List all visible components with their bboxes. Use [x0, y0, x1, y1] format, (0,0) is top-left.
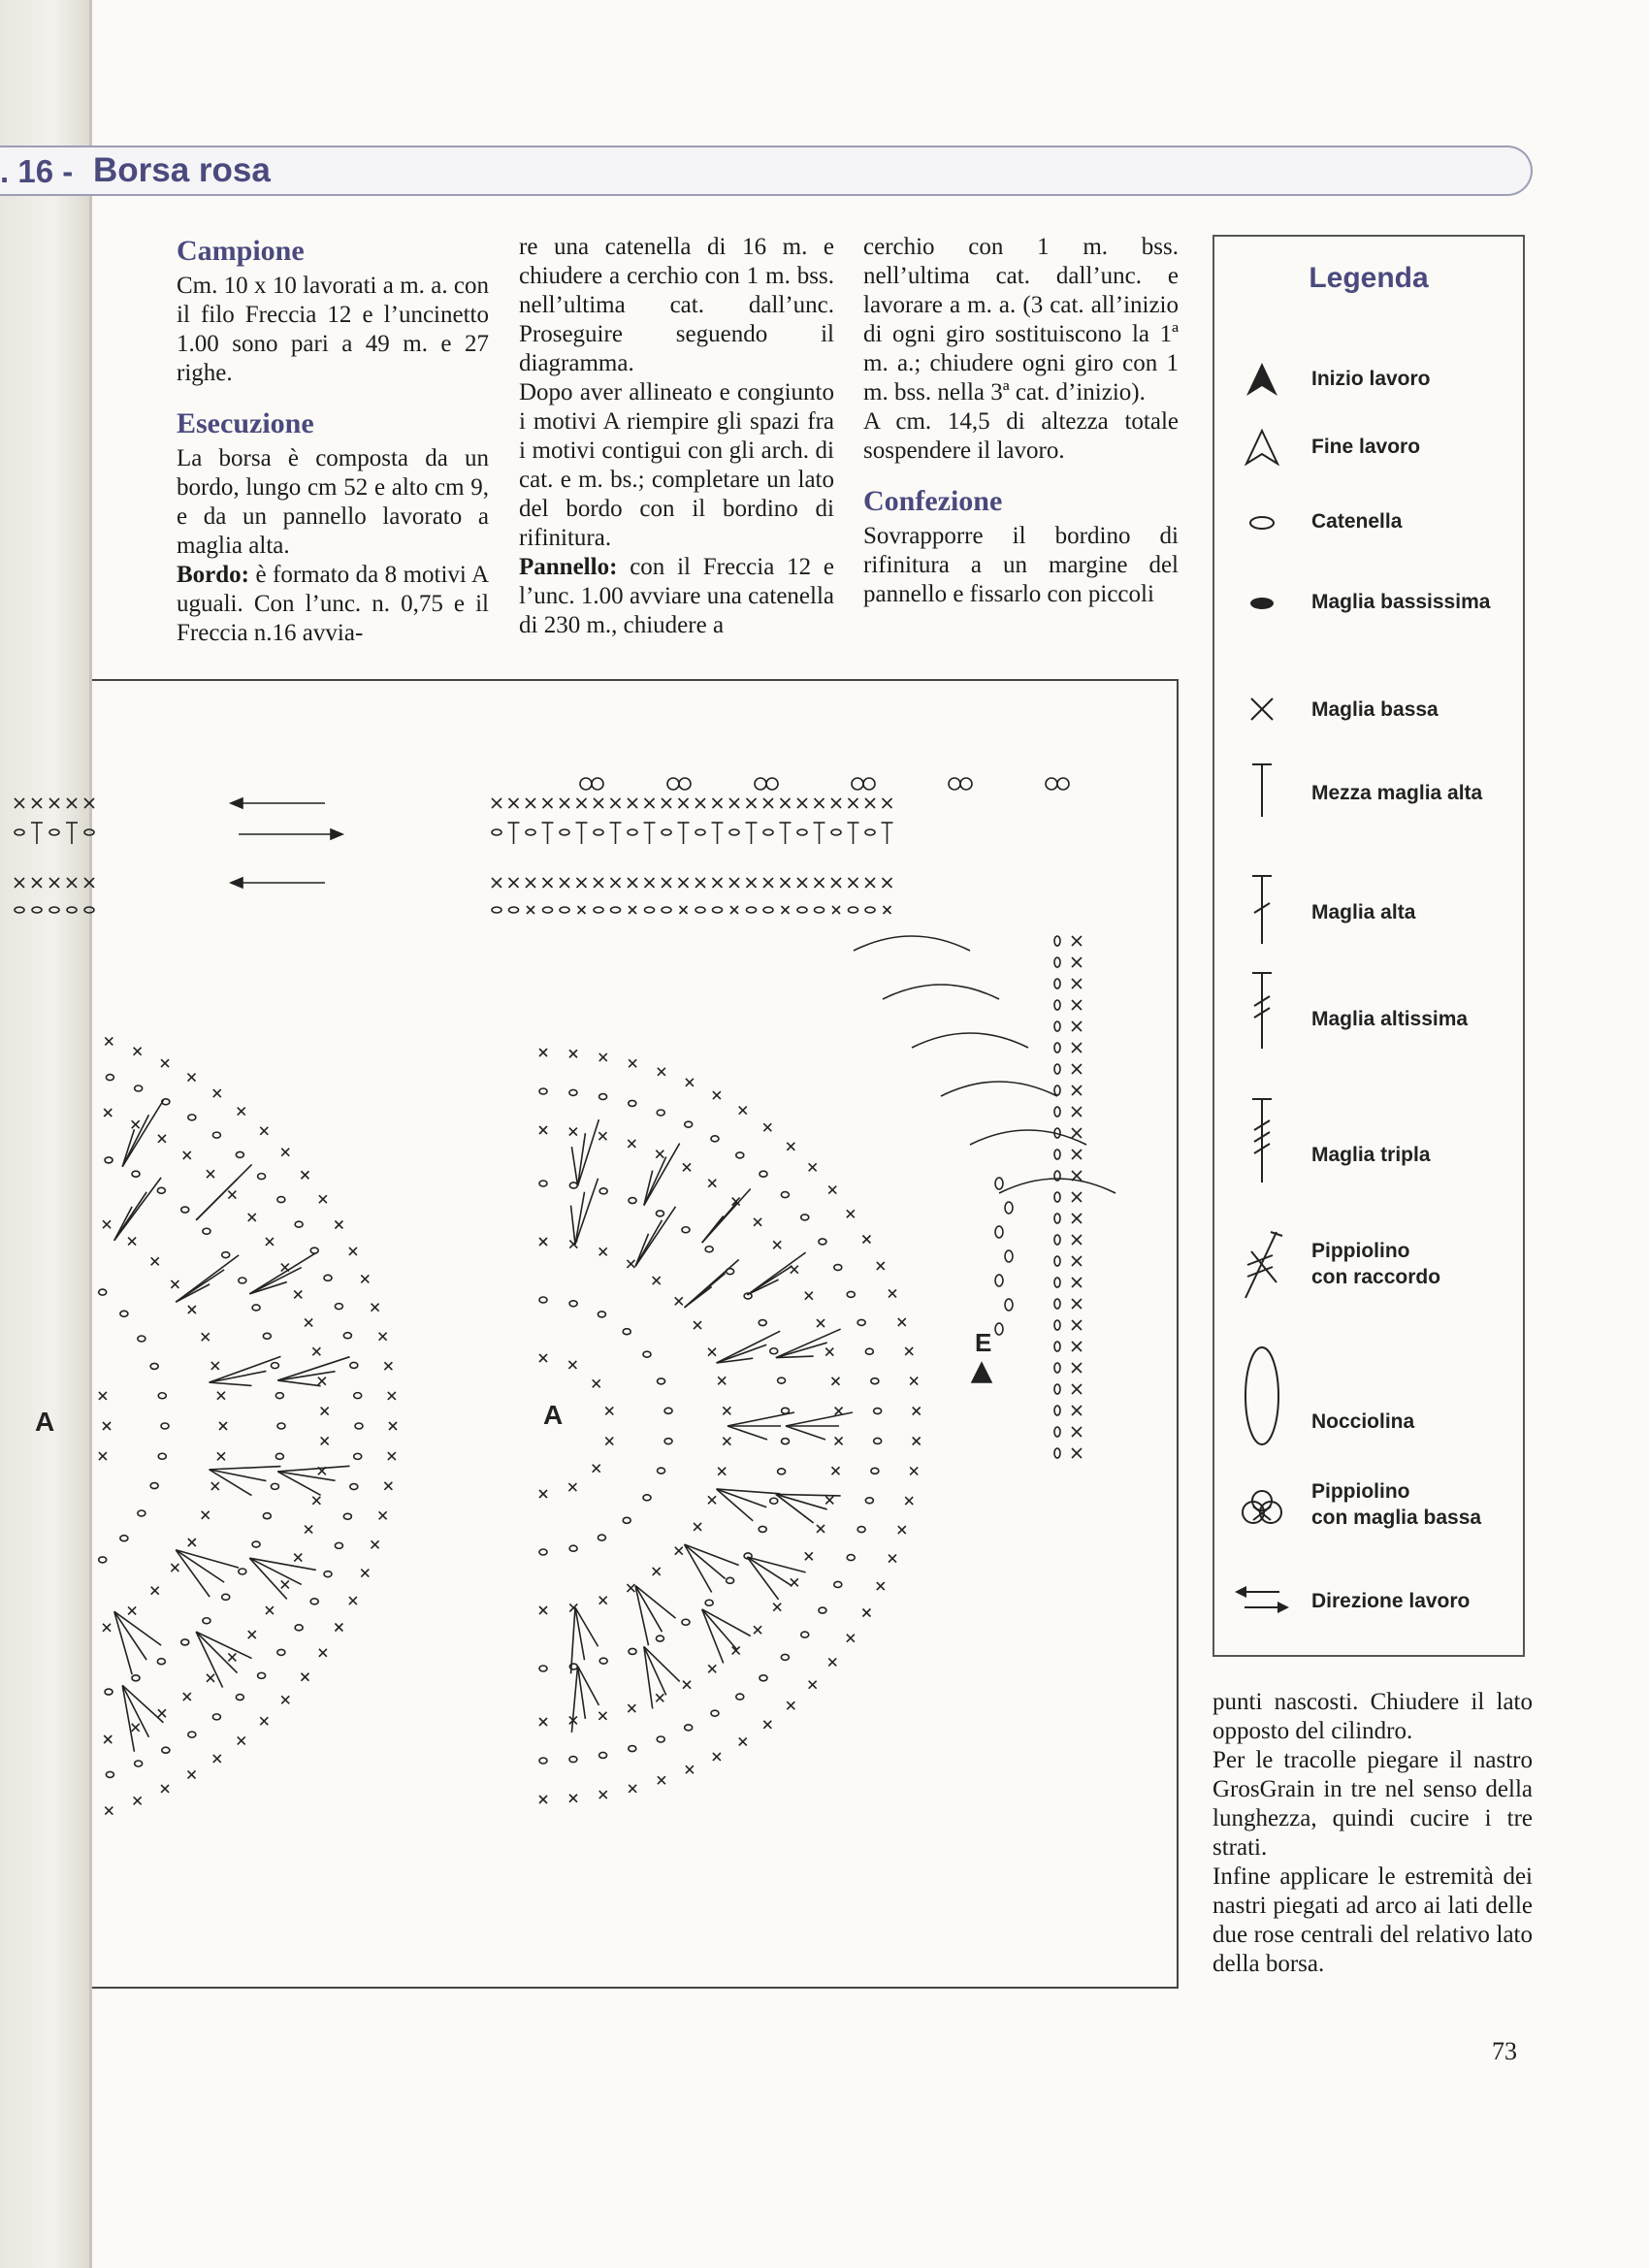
large-oval-icon — [1228, 1343, 1296, 1449]
heading-campione: Campione — [177, 235, 305, 267]
outline-arrow-icon — [1228, 426, 1296, 467]
legend-title: Legenda — [1309, 262, 1429, 294]
bottom-para-3: Infine applicare le estremità dei nastri piegati ad arco ai lati delle due rose centrali del relativo lato della borsa. — [1212, 1863, 1533, 1977]
pannello-label: Pannello: — [519, 554, 618, 580]
page-title: Borsa rosa — [93, 151, 271, 189]
legend-box — [1212, 235, 1525, 1657]
bottom-text-column — [1212, 1688, 1533, 1979]
text-column-1 — [177, 233, 489, 648]
text-column-2 — [519, 233, 834, 640]
picot-icon — [1228, 1478, 1296, 1537]
direction-arrows-icon — [1228, 1580, 1296, 1619]
oval-icon — [1228, 508, 1296, 537]
col3-para2: A cm. 14,5 di altezza totale sospendere il lavoro. — [863, 408, 1179, 464]
bottom-para-2: Per le tracolle piegare il nastro GrosGrain in tre nel senso della lunghezza, quindi cucire i tre strati. — [1212, 1747, 1533, 1861]
book-spine — [0, 0, 89, 2268]
single-crossed-stitch-icon — [1228, 872, 1296, 946]
cross-icon — [1228, 693, 1296, 726]
legend-label: Maglia tripla — [1311, 1144, 1431, 1166]
pannello-text: con il Freccia 12 e l’unc. 1.00 avviare una catenella di 230 m., chiudere a — [519, 554, 834, 638]
bordo-label: Bordo: — [177, 562, 249, 588]
motif-label-left: A — [35, 1407, 55, 1437]
campione-text: Cm. 10 x 10 lavorati a m. a. con il filo Freccia 12 e l’uncinetto 1.00 sono pari a 49 m. e 27 righe. — [177, 273, 489, 386]
esecuzione-text: La borsa è composta da un bordo, lungo cm 52 e alto cm 9, e da un pannello lavorato a maglia alta. — [177, 445, 489, 559]
col3-para1: cerchio con 1 m. bss. nell’ultima cat. dall’unc. e lavorare a m. a. (3 cat. all’inizio di ogni giro sostituiscono la 1ª m. a.; chiudere ogni giro con 1 m. bss. nella 3ª cat. d’inizio). — [863, 234, 1179, 405]
legend-label: Inizio lavoro — [1311, 368, 1431, 390]
legend-label: Direzione lavoro — [1311, 1590, 1471, 1612]
heading-esecuzione: Esecuzione — [177, 407, 314, 439]
end-label: E — [975, 1328, 992, 1357]
heading-confezione: Confezione — [863, 485, 1003, 517]
triple-crossed-stitch-icon — [1228, 1095, 1296, 1184]
filled-oval-icon — [1228, 589, 1296, 618]
picot-join-icon — [1228, 1226, 1296, 1304]
bordo-text: è formato da 8 motivi A uguali. Con l’unc. n. 0,75 e il Freccia n.16 avvia- — [177, 562, 489, 646]
motif-label-right: A — [543, 1400, 564, 1430]
legend-label: Maglia alta — [1311, 901, 1416, 923]
legend-label: Maglia bassa — [1311, 698, 1439, 721]
text-column-3 — [863, 233, 1179, 609]
col2-para2: Dopo aver allineato e congiunto i motivi A riempire gli spazi fra i motivi contigui con gli arch. di cat. e m. bs.; completare un lato del bordo con il bordino di rifinitura. — [519, 379, 834, 551]
bordo-paragraph — [177, 561, 489, 648]
bottom-para-1: punti nascosti. Chiudere il lato opposto del cilindro. — [1212, 1689, 1533, 1744]
legend-label: Mezza maglia alta — [1311, 782, 1483, 804]
t-bar-icon — [1228, 761, 1296, 819]
legend-label: Maglia bassissima — [1311, 591, 1491, 613]
legend-label: Catenella — [1311, 510, 1403, 533]
legend-label: Fine lavoro — [1311, 436, 1421, 458]
crochet-diagram-frame — [92, 679, 1179, 1989]
confezione-text: Sovrapporre il bordino di rifinitura a un margine del pannello e fissarlo con piccoli — [863, 523, 1179, 607]
legend-label: Pippiolino con raccordo — [1311, 1240, 1441, 1288]
filled-arrow-icon — [1228, 358, 1296, 399]
figure-number: . 16 - — [0, 153, 74, 189]
page-number: 73 — [1492, 2037, 1517, 2065]
double-crossed-stitch-icon — [1228, 969, 1296, 1051]
col2-para1: re una catenella di 16 m. e chiudere a cerchio con 1 m. bss. nell’ultima cat. dall’unc. Proseguire seguendo il diagramma. — [519, 234, 834, 376]
pannello-paragraph — [519, 553, 834, 640]
legend-label: Maglia altissima — [1311, 1008, 1469, 1030]
legend-label: Nocciolina — [1311, 1410, 1415, 1433]
legend-label: Pippiolino con maglia bassa — [1311, 1480, 1482, 1529]
